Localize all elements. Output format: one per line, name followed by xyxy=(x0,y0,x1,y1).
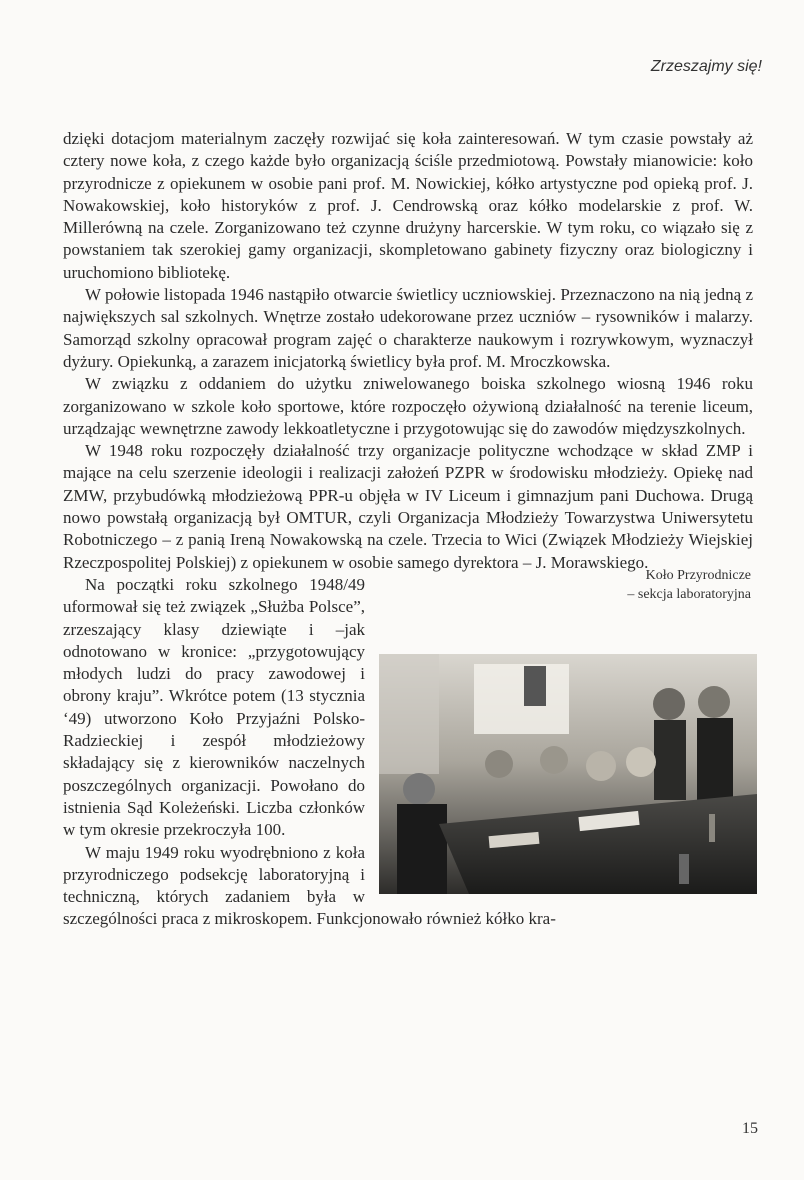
body-text xyxy=(63,128,753,931)
caption-line-1: Koło Przyrodnicze xyxy=(645,567,751,583)
paragraph-5: Na początki roku szkolnego 1948/49 uformował się też związek „Służba Polsce”, zrzeszający klasy dziewiąte i –jak odnotowano w kronice: „przygotowujący młodych ludzi do pracy zawodowej i obrony kraju”. Wkrótce potem (13 stycznia ‘49) utworzono Koło Przyjaźni Polsko-Radzieckiej i zespół młodzieżowy składający się z kierowników naczelnych poszczególnych organizacji. Powołano do istnienia Sąd Koleżeński. Liczba członków w tym okresie przekroczyła 100. xyxy=(63,574,365,840)
running-header: Zrzeszajmy się! xyxy=(650,58,762,75)
caption-line-2: – sekcja laboratoryjna xyxy=(627,586,751,602)
photo-illustration xyxy=(379,654,757,894)
paragraph-2: W połowie listopada 1946 nastąpiło otwarcie świetlicy uczniowskiej. Przeznaczono na nią jedną z największych sal szkolnych. Wnętrze zostało udekorowane przez uczniów – rysowników i malarzy. Samorząd szkolny opracował program zajęć o charakterze naukowym i rozrywkowym, wyznaczył dyżury. Opiekunką, a zarazem inicjatorką świetlicy była prof. M. Mroczkowska. xyxy=(63,285,753,371)
laboratory-photo xyxy=(379,654,757,894)
page-number: 15 xyxy=(742,1120,758,1137)
figure-caption xyxy=(551,566,751,604)
figure xyxy=(375,567,753,894)
paragraph-1: dzięki dotacjom materialnym zaczęły rozwijać się koła zainteresowań. W tym czasie powstały aż cztery nowe koła, z czego każde było organizacją ściśle przedmiotową. Powstały mianowicie: koło przyrodnicze z opiekunem w osobie pani prof. M. Nowickiej, kółko artystyczne pod opieką prof. J. Nowakowskiej, koło historyków z prof. J. Cendrowską oraz kółko modelarskie z prof. W. Millerówną na czele. Zorganizowano też czynne drużyny harcerskie. W tym roku, co wiązało się z powstaniem tak szerokiej gamy organizacji, skompletowano gabinety fizyczny oraz biologiczny i uruchomiono bibliotekę. xyxy=(63,129,753,282)
paragraph-4: W 1948 roku rozpoczęły działalność trzy organizacje polityczne wchodzące w skład ZMP i mające na celu szerzenie ideologii i realizacji założeń PZPR w środowisku młodzieży. Opiekę nad ZMW, przybudówką młodzieżową PPR-u objęła w IV Liceum i gimnazjum pani Duchowa. Drugą nowo powstałą organizacją był OMTUR, czyli Organizacja Młodzieży Towarzystwa Uniwersytetu Robotniczego – z panią Ireną Nowakowską na czele. Trzecia to Wici (Związek Młodzieży Wiejskiej Rzeczpospolitej Polskiej) z opiekunem w osobie samego dyrektora – J. Morawskiego. xyxy=(63,441,753,572)
paragraph-3: W związku z oddaniem do użytku zniwelowanego boiska szkolnego wiosną 1946 roku zorganizowano w szkole koło sportowe, które rozpoczęło ożywioną działalność na terenie liceum, urządzając wewnętrzne zawody lekkoatletyczne i przygotowując się do zawodów międzyszkolnych. xyxy=(63,374,753,438)
paragraph-6: W maju 1949 roku wyodrębniono z koła przyrodniczego podsekcję laboratoryjną i techniczną, których zadaniem była w szczególności praca z mikroskopem. Funkcjonowało również kółko kra- xyxy=(63,842,556,929)
